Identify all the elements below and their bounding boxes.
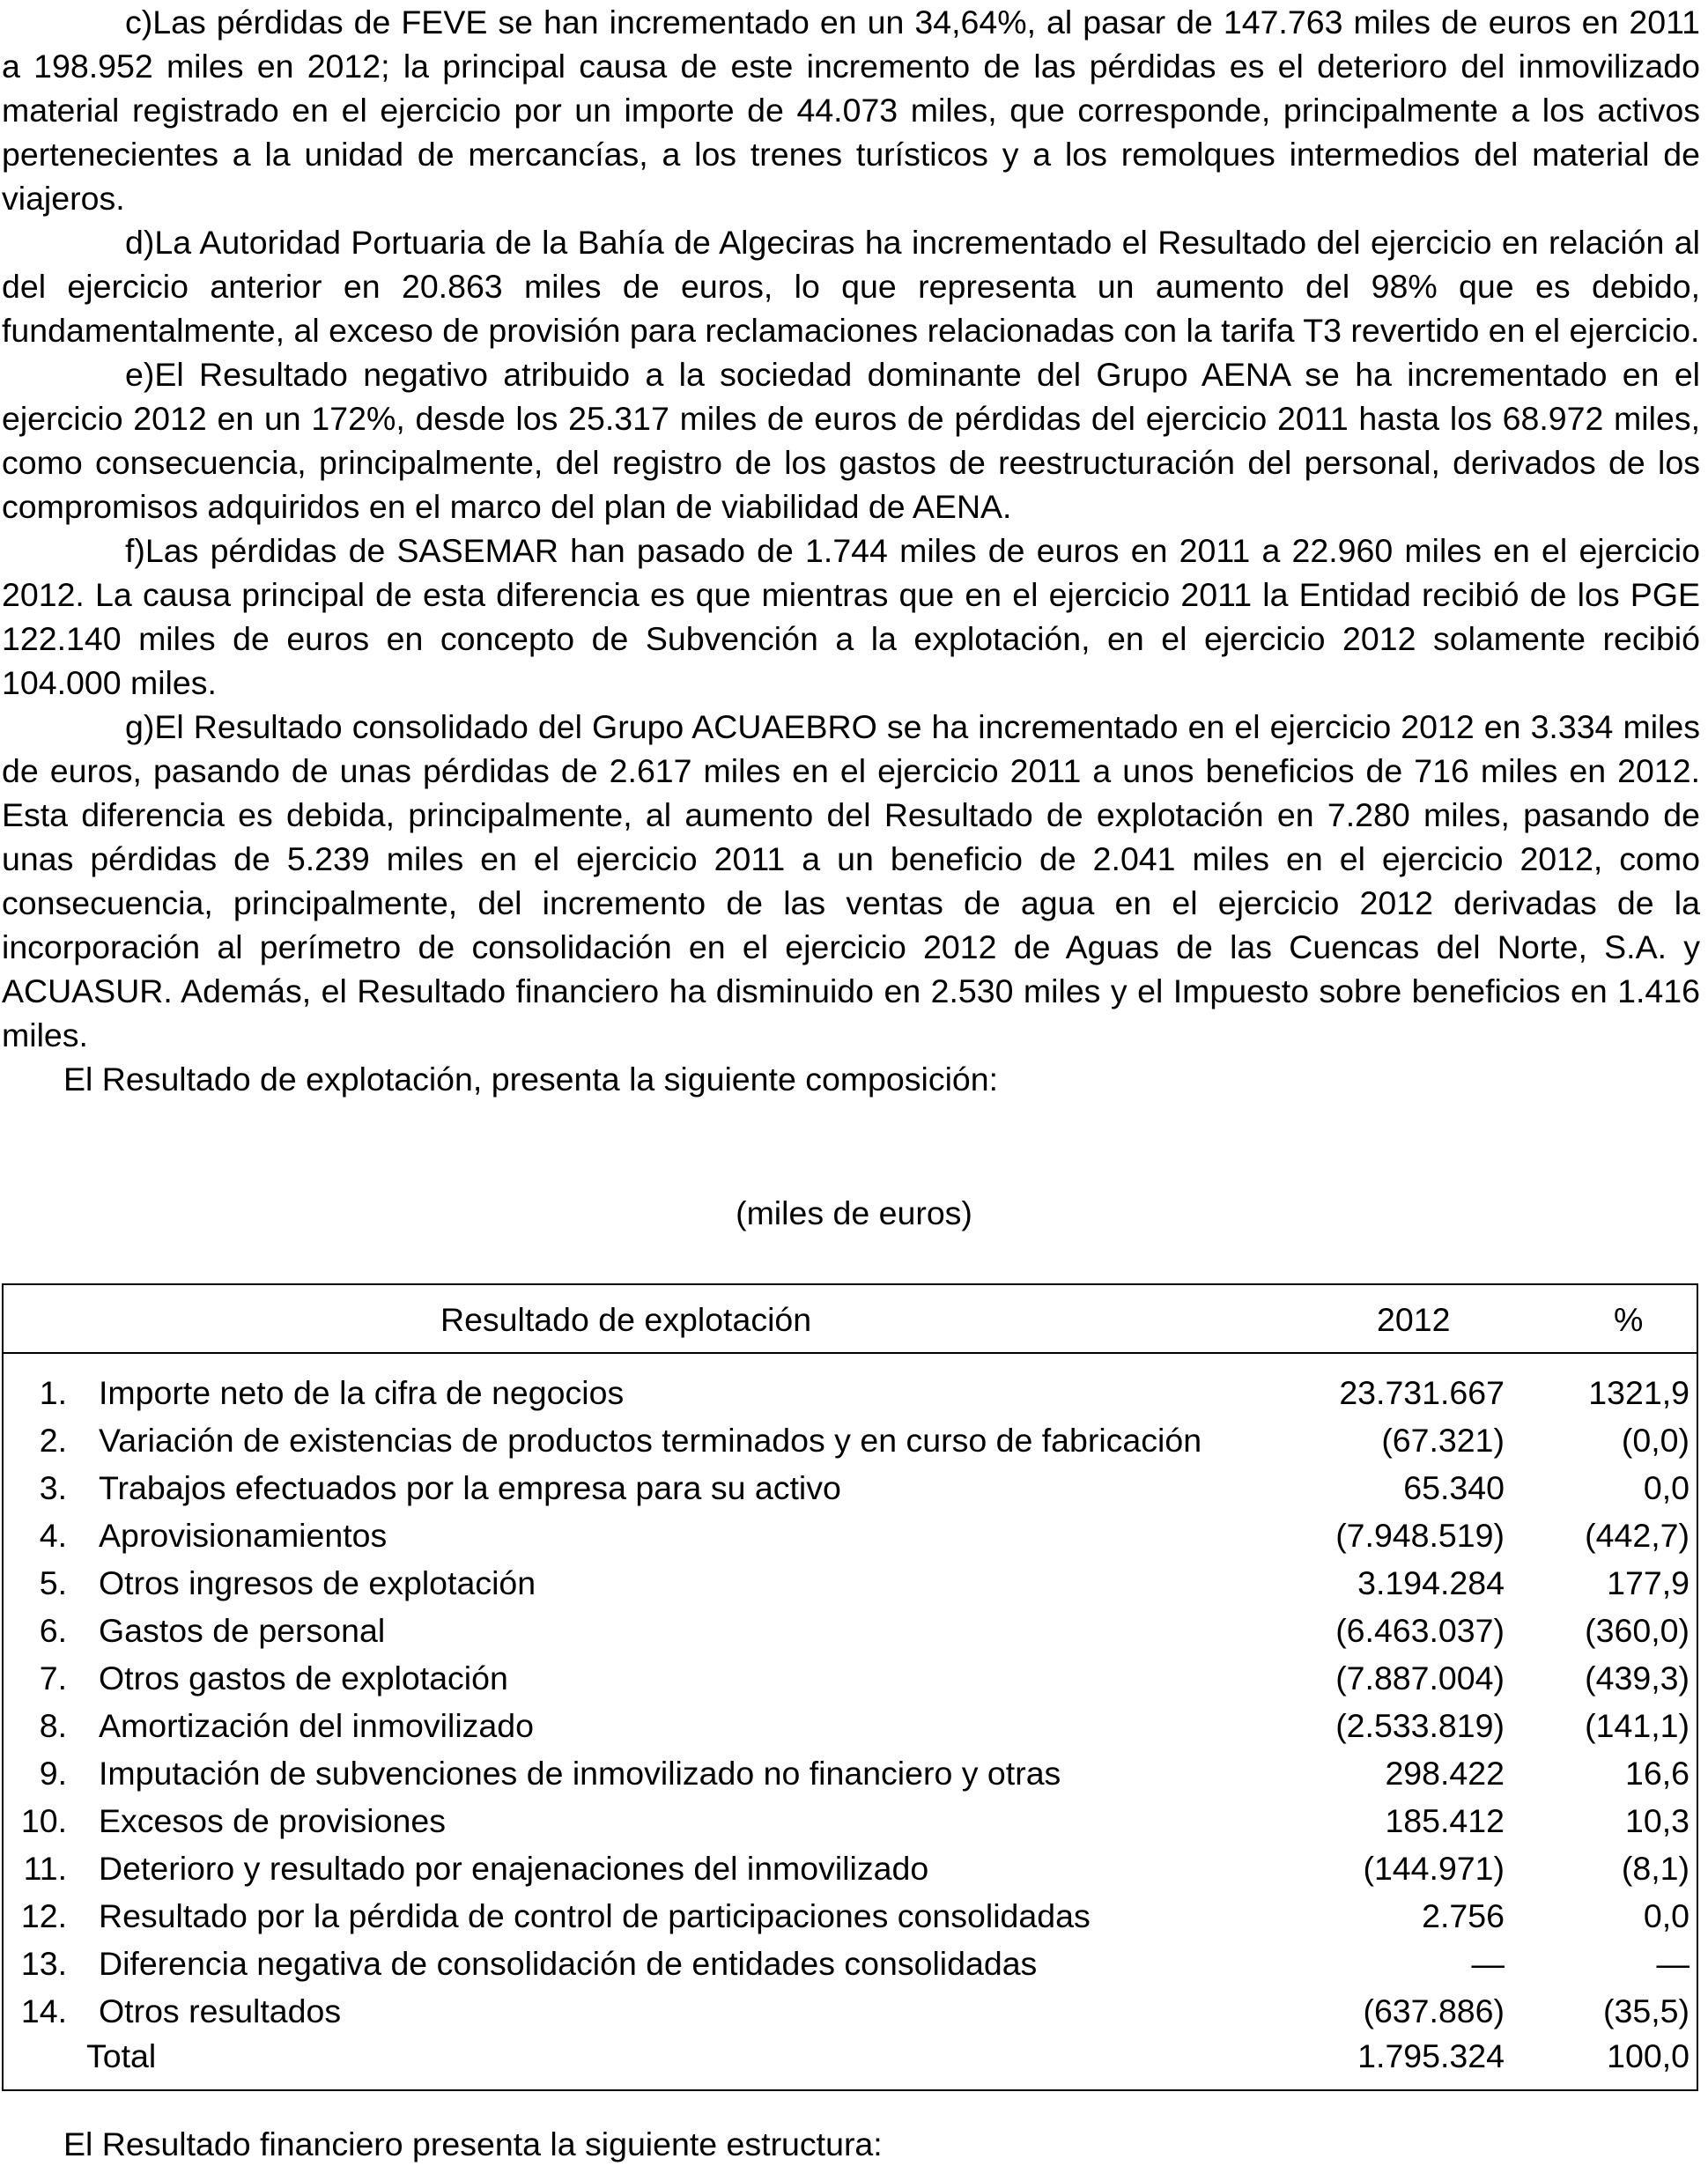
table-row [4,1654,1697,1702]
results-table [2,1283,1698,2091]
row-number: 8. [39,1707,67,1744]
row-value-2012: — [1471,1945,1505,1982]
total-value-2012: 1.795.324 [1357,2037,1505,2074]
row-value-2012: 65.340 [1403,1469,1505,1506]
row-value-pct: (439,3) [1585,1660,1690,1697]
table-row [4,1749,1697,1797]
row-number: 13. [20,1945,67,1982]
paragraph-text: Las pérdidas de FEVE se han incrementado en un 34,64%, al pasar de 147.763 miles de euros en 2011 a 198.952 miles en 2012; la principal causa de este incremento de las pérdidas es el deterioro del inmovilizado material registrado en el ejercicio por un importe de 44.073 miles, que corresponde, principalmente a los activos pertenecientes a la unidad de mercancías, a los trenes turísticos y a los remolques intermedios del material de viajeros. [2,4,1700,217]
table-row [4,1892,1697,1940]
row-value-pct: (141,1) [1585,1707,1690,1744]
header-name: Resultado de explotación [440,1301,812,1338]
paragraph-text: El Resultado de explotación, presenta la siguiente composición: [63,1061,999,1098]
paragraph-label: d) [125,224,155,261]
row-value-2012: (637.886) [1363,1992,1505,2029]
total-label: Total [86,2037,157,2074]
row-number: 2. [39,1422,67,1459]
table-row [4,1559,1697,1607]
row-number: 7. [39,1660,67,1697]
row-label: Variación de existencias de productos terminados y en curso de fabricación [99,1422,1202,1459]
paragraph-text: El Resultado negativo atribuido a la sociedad dominante del Grupo AENA se ha incrementado en el ejercicio 2012 en un 172%, desde los 25.317 miles de euros de pérdidas del ejercicio 2011 hasta los 68.972 miles, como consecuencia, principalmente, del registro de los gastos de reestructuración del personal, derivados de los compromisos adquiridos en el marco del plan de viabilidad de AENA. [2,356,1700,525]
row-number: 11. [23,1850,67,1887]
row-number: 3. [39,1469,67,1506]
row-value-pct: 1321,9 [1588,1374,1690,1411]
row-value-pct: 0,0 [1643,1897,1690,1934]
row-value-2012: 23.731.667 [1339,1374,1505,1411]
row-value-2012: 3.194.284 [1357,1564,1505,1601]
row-value-2012: 298.422 [1385,1755,1505,1792]
row-value-2012: (6.463.037) [1335,1612,1505,1649]
row-value-pct: (8,1) [1621,1850,1690,1887]
table-body [4,1369,1697,2035]
following-paragraph: El Resultado financiero presenta la siguiente estructura: [63,2125,883,2162]
header-year: 2012 [1377,1301,1451,1338]
row-value-pct: 0,0 [1643,1469,1690,1506]
unit-note: (miles de euros) [736,1194,972,1231]
row-value-pct: 16,6 [1625,1755,1690,1792]
row-number: 4. [39,1517,67,1554]
table-total-row [4,2023,1697,2089]
row-value-pct: (442,7) [1585,1517,1690,1554]
row-label: Imputación de subvenciones de inmovilizado no financiero y otras [99,1755,1061,1792]
row-value-2012: (7.948.519) [1335,1517,1505,1554]
table-row [4,1512,1697,1559]
row-label: Otros gastos de explotación [99,1660,508,1697]
row-label: Excesos de provisiones [99,1802,446,1839]
row-value-pct: (35,5) [1603,1992,1690,2029]
row-label: Gastos de personal [99,1612,386,1649]
row-number: 1. [39,1374,67,1411]
row-number: 5. [39,1564,67,1601]
header-pct: % [1614,1301,1644,1338]
table-header [4,1285,1697,1354]
row-value-2012: 2.756 [1422,1897,1505,1934]
paragraph-c [2,0,1700,220]
paragraph-text: La Autoridad Portuaria de la Bahía de Algeciras ha incrementado el Resultado del ejercicio en relación al del ejercicio anterior en 20.863 miles de euros, lo que representa un aumento del 98% que es debido, fundamentalmente, al exceso de provisión para reclamaciones relacionadas con la tarifa T3 revertido en el ejercicio. [2,224,1700,349]
row-label: Deterioro y resultado por enajenaciones del inmovilizado [99,1850,929,1887]
table-row [4,1797,1697,1844]
row-value-pct: (0,0) [1621,1422,1690,1459]
row-value-2012: 185.412 [1385,1802,1505,1839]
table-row [4,1369,1697,1416]
paragraph-label: f) [125,532,145,569]
paragraph-g [2,705,1700,1057]
table-row [4,1464,1697,1512]
paragraph-text: El Resultado consolidado del Grupo ACUAEBRO se ha incrementado en el ejercicio 2012 en 3.334 miles de euros, pasando de unas pérdidas de 2.617 miles en el ejercicio 2011 a unos beneficios de 716 miles en 2012. Esta diferencia es debida, principalmente, al aumento del Resultado de explotación en 7.280 miles, pasando de unas pérdidas de 5.239 miles en el ejercicio 2011 a un beneficio de 2.041 miles en el ejercicio 2012, como consecuencia, principalmente, del incremento de las ventas de agua en el ejercicio 2012 derivadas de la incorporación al perímetro de consolidación en el ejercicio 2012 de Aguas de las Cuencas del Norte, S.A. y ACUASUR. Además, el Resultado financiero ha disminuido en 2.530 miles y el Impuesto sobre beneficios en 1.416 miles. [2,708,1700,1053]
row-label: Otros resultados [99,1992,342,2029]
row-number: 9. [39,1755,67,1792]
row-number: 14. [20,1992,67,2029]
row-label: Trabajos efectuados por la empresa para su activo [99,1469,841,1506]
paragraph-f [2,529,1700,705]
row-label: Amortización del inmovilizado [99,1707,534,1744]
row-value-pct: 177,9 [1607,1564,1690,1601]
paragraph-d [2,220,1700,352]
row-value-2012: (7.887.004) [1335,1660,1505,1697]
row-label: Diferencia negativa de consolidación de entidades consolidadas [99,1945,1038,1982]
paragraph-label: e) [125,356,155,393]
row-number: 6. [39,1612,67,1649]
paragraph-e [2,352,1700,529]
row-label: Aprovisionamientos [99,1517,388,1554]
row-value-2012: (144.971) [1363,1850,1505,1887]
paragraph-intro-table [2,1057,1700,1101]
row-value-pct: — [1656,1945,1690,1982]
row-number: 12. [20,1897,67,1934]
row-label: Resultado por la pérdida de control de participaciones consolidadas [99,1897,1091,1934]
paragraph-label: g) [125,708,155,745]
row-value-2012: (67.321) [1381,1422,1505,1459]
table-row [4,1416,1697,1464]
total-value-pct: 100,0 [1607,2037,1690,2074]
row-value-pct: (360,0) [1585,1612,1690,1649]
row-number: 10. [20,1802,67,1839]
row-value-2012: (2.533.819) [1335,1707,1505,1744]
row-label: Importe neto de la cifra de negocios [99,1374,625,1411]
table-row [4,1607,1697,1654]
paragraph-text: Las pérdidas de SASEMAR han pasado de 1.744 miles de euros en 2011 a 22.960 miles en el ejercicio 2012. La causa principal de esta diferencia es que mientras que en el ejercicio 2011 la Entidad recibió de los PGE 122.140 miles de euros en concepto de Subvención a la explotación, en el ejercicio 2012 solamente recibió 104.000 miles. [2,532,1700,701]
row-value-pct: 10,3 [1625,1802,1690,1839]
table-row [4,1844,1697,1892]
table-row [4,1702,1697,1749]
table-row [4,1940,1697,1987]
body-paragraphs [2,0,1700,1101]
row-label: Otros ingresos de explotación [99,1564,536,1601]
paragraph-label: c) [125,4,153,41]
